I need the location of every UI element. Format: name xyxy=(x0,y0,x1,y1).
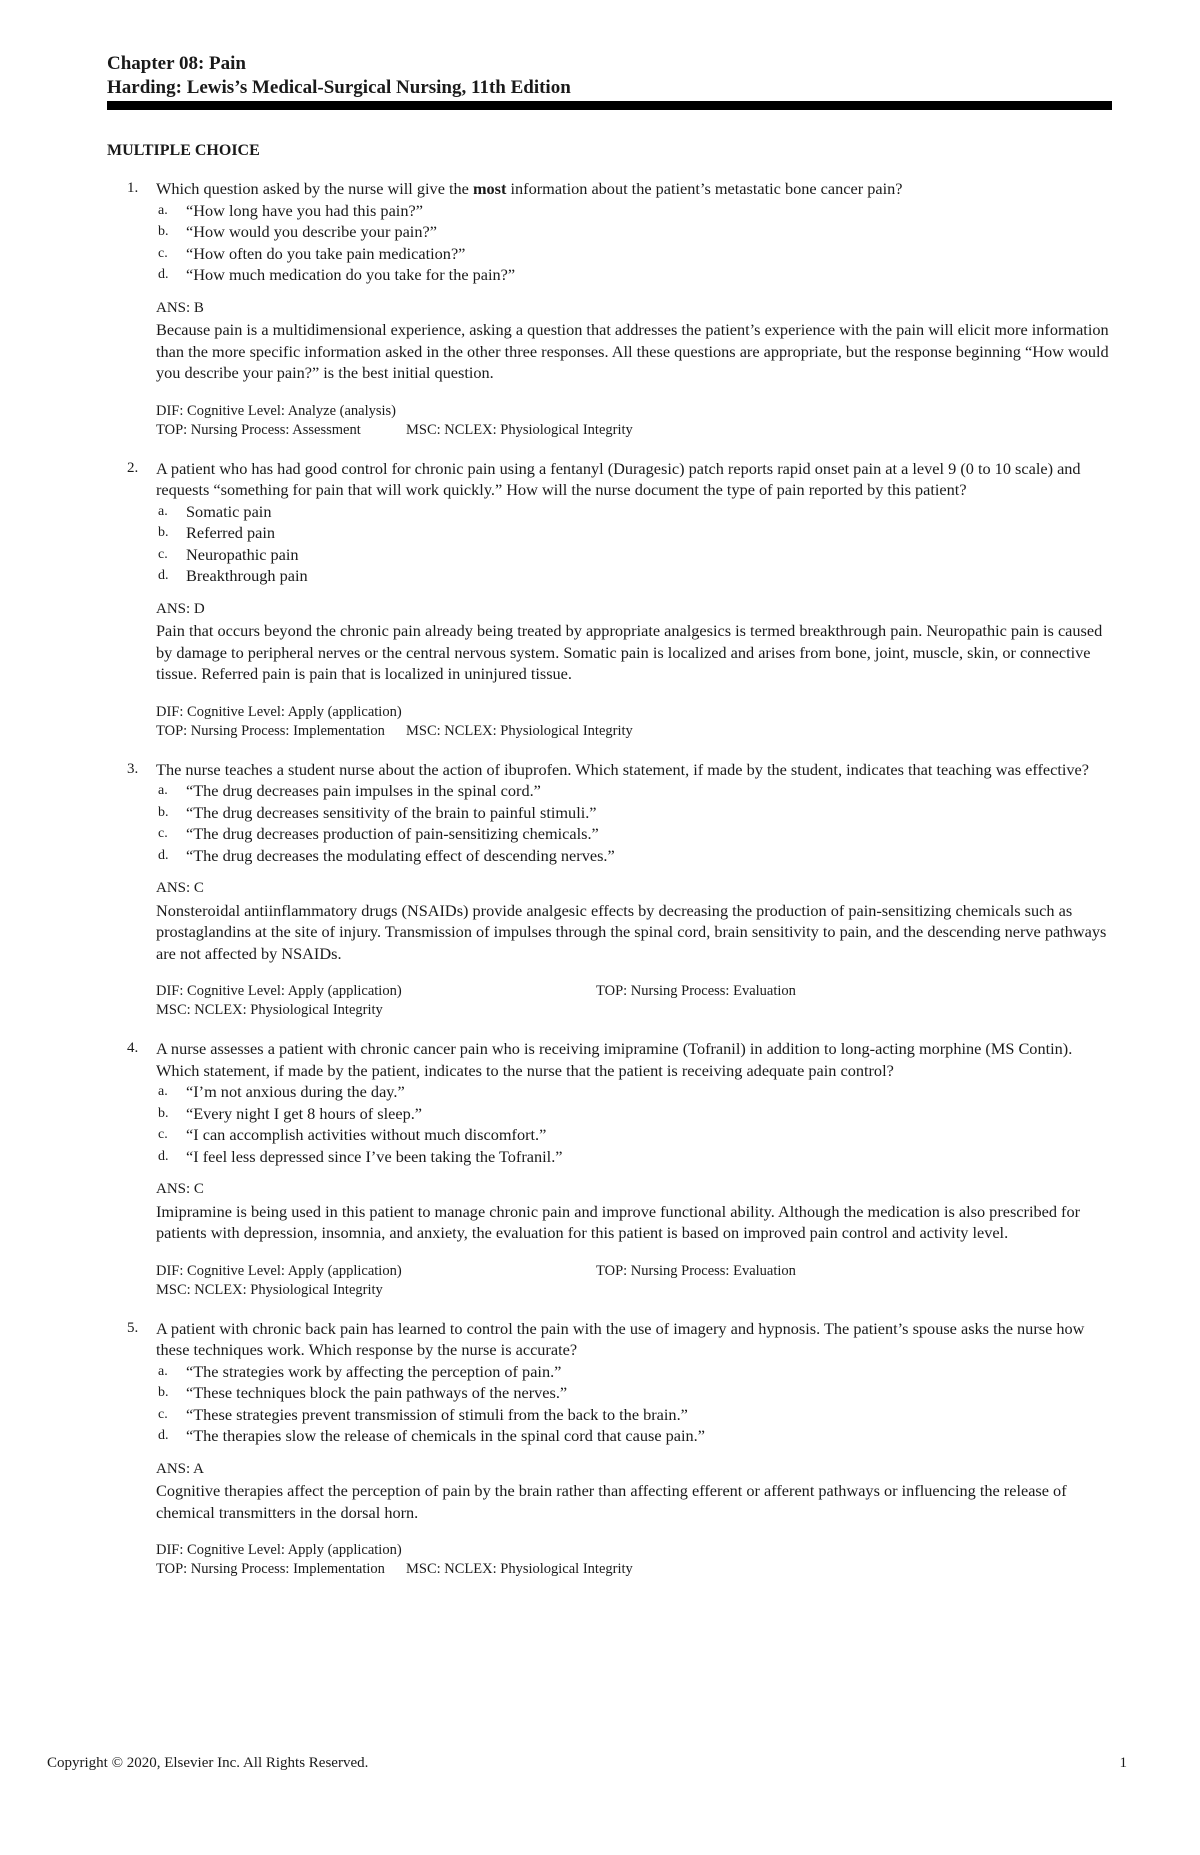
option-d xyxy=(156,264,1112,286)
option-c xyxy=(156,823,1112,845)
question-metadata xyxy=(156,402,1112,440)
document-header xyxy=(107,52,1112,100)
option-list xyxy=(156,501,1112,587)
option-text: “The drug decreases pain impulses in the spinal cord.” xyxy=(186,781,541,800)
option-letter: d. xyxy=(158,847,169,863)
topic: TOP: Nursing Process: Assessment xyxy=(156,421,361,438)
option-text: “The strategies work by affecting the perception of pain.” xyxy=(186,1361,562,1381)
option-letter: d. xyxy=(158,267,169,282)
option-d xyxy=(156,1425,1112,1447)
question-1 xyxy=(107,178,1112,440)
msc: MSC: NCLEX: Physiological Integrity xyxy=(156,1002,383,1018)
question-number: 4. xyxy=(127,1040,139,1056)
rationale: Pain that occurs beyond the chronic pain already being treated by appropriate analgesics is termed breakthrough pain. Neuropathic pain is caused by damage to peripheral nerves or the central nervous system. Somatic pain is localized and arises from bone, joint, muscle, skin, or connective tissue. Referred pain is pain that is localized in uninjured tissue. xyxy=(156,621,1103,683)
option-text: “These strategies prevent transmission of stimuli from the back to the brain.” xyxy=(186,1404,688,1424)
option-c xyxy=(156,1124,1112,1146)
topic: TOP: Nursing Process: Evaluation xyxy=(596,983,796,999)
option-text: “How often do you take pain medication?” xyxy=(186,243,466,263)
question-metadata xyxy=(156,1541,1112,1579)
option-letter: a. xyxy=(158,503,168,519)
book-title: Harding: Lewis’s Medical-Surgical Nursing, 11th Edition xyxy=(107,77,571,98)
option-b xyxy=(156,802,1112,824)
stem-text: Which question asked by the nurse will give the xyxy=(156,179,473,198)
question-stem: A patient with chronic back pain has learned to control the pain with the use of imagery and hypnosis. The patient’s spouse asks the nurse how these techniques work. Which response by the nurse is accurate? xyxy=(156,1318,1085,1359)
option-a xyxy=(156,501,1112,523)
option-list xyxy=(156,1081,1112,1167)
msc: MSC: NCLEX: Physiological Integrity xyxy=(156,1281,383,1298)
option-letter: d. xyxy=(158,568,169,583)
option-letter: a. xyxy=(158,202,168,218)
option-text: “I feel less depressed since I’ve been taking the Tofranil.” xyxy=(186,1146,563,1166)
rationale: Cognitive therapies affect the perception of pain by the brain rather than affecting efferent or afferent pathways or influencing the release of chemical transmitters in the dorsal horn. xyxy=(156,1481,1067,1522)
option-b xyxy=(156,1103,1112,1125)
question-2 xyxy=(107,458,1112,741)
section-title: MULTIPLE CHOICE xyxy=(107,142,260,159)
option-d xyxy=(156,565,1112,587)
option-letter: b. xyxy=(158,1385,169,1400)
option-text: “The drug decreases production of pain-sensitizing chemicals.” xyxy=(186,824,599,843)
msc: MSC: NCLEX: Physiological Integrity xyxy=(406,722,633,739)
option-letter: b. xyxy=(158,525,169,540)
option-b xyxy=(156,1382,1112,1404)
option-text: Breakthrough pain xyxy=(186,566,308,585)
option-text: Somatic pain xyxy=(186,501,272,521)
answer-key: ANS: D xyxy=(156,600,205,617)
difficulty: DIF: Cognitive Level: Apply (application) xyxy=(156,1542,402,1558)
difficulty: DIF: Cognitive Level: Apply (application) xyxy=(156,983,402,999)
option-list xyxy=(156,780,1112,866)
option-b xyxy=(156,522,1112,544)
option-letter: c. xyxy=(158,1127,168,1142)
question-number: 2. xyxy=(127,459,139,476)
rationale: Because pain is a multidimensional experience, asking a question that addresses the patient’s experience with the pain will elicit more information than the more specific information asked in the other three responses. All these questions are appropriate, but the response beginning “How would you describe your pain?” is the best initial question. xyxy=(156,320,1109,382)
question-4 xyxy=(107,1038,1112,1300)
option-text: “How would you describe your pain?” xyxy=(186,222,437,241)
difficulty: DIF: Cognitive Level: Apply (application) xyxy=(156,1262,402,1279)
question-3 xyxy=(107,759,1112,1021)
question-number: 3. xyxy=(127,760,139,777)
copyright-notice: Copyright © 2020, Elsevier Inc. All Rights Reserved. xyxy=(47,1755,369,1771)
option-a xyxy=(156,1361,1112,1383)
option-text: “The drug decreases the modulating effect of descending nerves.” xyxy=(186,845,615,865)
question-list xyxy=(107,178,1112,1579)
stem-text: information about the patient’s metastatic bone cancer pain? xyxy=(506,179,903,198)
question-stem: The nurse teaches a student nurse about the action of ibuprofen. Which statement, if made by the student, indicates that teaching was effective? xyxy=(156,759,1089,779)
question-stem xyxy=(156,178,1112,200)
topic: TOP: Nursing Process: Implementation xyxy=(156,1561,385,1577)
answer-key: ANS: C xyxy=(156,880,204,896)
option-text: Neuropathic pain xyxy=(186,544,299,564)
option-a xyxy=(156,780,1112,802)
option-letter: d. xyxy=(158,1428,169,1443)
option-list xyxy=(156,1361,1112,1447)
question-number: 5. xyxy=(127,1319,139,1336)
rationale: Nonsteroidal antiinflammatory drugs (NSAIDs) provide analgesic effects by decreasing the production of pain-sensitizing chemicals such as prostaglandins at the site of injury. Transmission of impulses through the spinal cord, brain sensitivity to pain, and the descending nerve pathways are not affected by NSAIDs. xyxy=(156,900,1107,963)
option-letter: c. xyxy=(158,245,168,261)
option-text: “The therapies slow the release of chemicals in the spinal cord that cause pain.” xyxy=(186,1426,705,1445)
difficulty: DIF: Cognitive Level: Apply (application) xyxy=(156,703,402,720)
option-text: “These techniques block the pain pathways of the nerves.” xyxy=(186,1383,568,1402)
answer-key: ANS: A xyxy=(156,1460,204,1477)
header-rule xyxy=(107,101,1112,110)
option-text: Referred pain xyxy=(186,523,276,542)
question-metadata xyxy=(156,1262,1112,1300)
option-c xyxy=(156,243,1112,265)
answer-key: ANS: B xyxy=(156,299,204,316)
option-text: “I can accomplish activities without much discomfort.” xyxy=(186,1125,547,1144)
answer-key: ANS: C xyxy=(156,1181,204,1197)
option-letter: c. xyxy=(158,826,168,841)
difficulty: DIF: Cognitive Level: Analyze (analysis) xyxy=(156,402,397,419)
chapter-title: Chapter 08: Pain xyxy=(107,53,246,74)
option-letter: a. xyxy=(158,783,168,798)
question-metadata xyxy=(156,703,1112,741)
option-letter: a. xyxy=(158,1363,168,1379)
option-letter: a. xyxy=(158,1084,168,1099)
option-letter: c. xyxy=(158,546,168,562)
question-stem: A nurse assesses a patient with chronic cancer pain who is receiving imipramine (Tofranil) in addition to long-acting morphine (MS Contin). Which statement, if made by the patient, indicates to the nurse that the patient is receiving adequate pain control? xyxy=(156,1039,1073,1080)
option-text: “I’m not anxious during the day.” xyxy=(186,1082,405,1101)
question-metadata xyxy=(156,982,1112,1020)
question-5 xyxy=(107,1318,1112,1580)
msc: MSC: NCLEX: Physiological Integrity xyxy=(406,1561,633,1577)
topic: TOP: Nursing Process: Implementation xyxy=(156,722,385,739)
option-letter: b. xyxy=(158,224,169,239)
option-letter: c. xyxy=(158,1406,168,1422)
option-d xyxy=(156,845,1112,867)
page-footer xyxy=(47,1755,1127,1772)
option-text: “Every night I get 8 hours of sleep.” xyxy=(186,1103,423,1123)
msc: MSC: NCLEX: Physiological Integrity xyxy=(406,421,633,438)
option-a xyxy=(156,1081,1112,1103)
option-letter: b. xyxy=(158,1105,169,1121)
question-number: 1. xyxy=(127,180,139,196)
option-letter: d. xyxy=(158,1148,169,1164)
option-text: “How much medication do you take for the pain?” xyxy=(186,265,516,284)
option-text: “The drug decreases sensitivity of the brain to painful stimuli.” xyxy=(186,802,597,822)
option-letter: b. xyxy=(158,804,169,820)
option-list xyxy=(156,200,1112,286)
option-d xyxy=(156,1146,1112,1168)
page-number: 1 xyxy=(1119,1755,1127,1771)
option-a xyxy=(156,200,1112,222)
question-stem: A patient who has had good control for chronic pain using a fentanyl (Duragesic) patch reports rapid onset pain at a level 9 (0 to 10 scale) and requests “something for pain that will work quickly.” How will the nurse document the type of pain reported by this patient? xyxy=(156,458,1081,499)
option-text: “How long have you had this pain?” xyxy=(186,200,423,220)
rationale: Imipramine is being used in this patient to manage chronic pain and improve functional ability. Although the medication is also prescribed for patients with depression, insomnia, and anxiety, the evaluation for this patient is based on improved pain control and activity level. xyxy=(156,1201,1081,1242)
option-c xyxy=(156,544,1112,566)
topic: TOP: Nursing Process: Evaluation xyxy=(596,1262,796,1279)
option-c xyxy=(156,1404,1112,1426)
stem-emphasis: most xyxy=(472,179,507,198)
option-b xyxy=(156,221,1112,243)
